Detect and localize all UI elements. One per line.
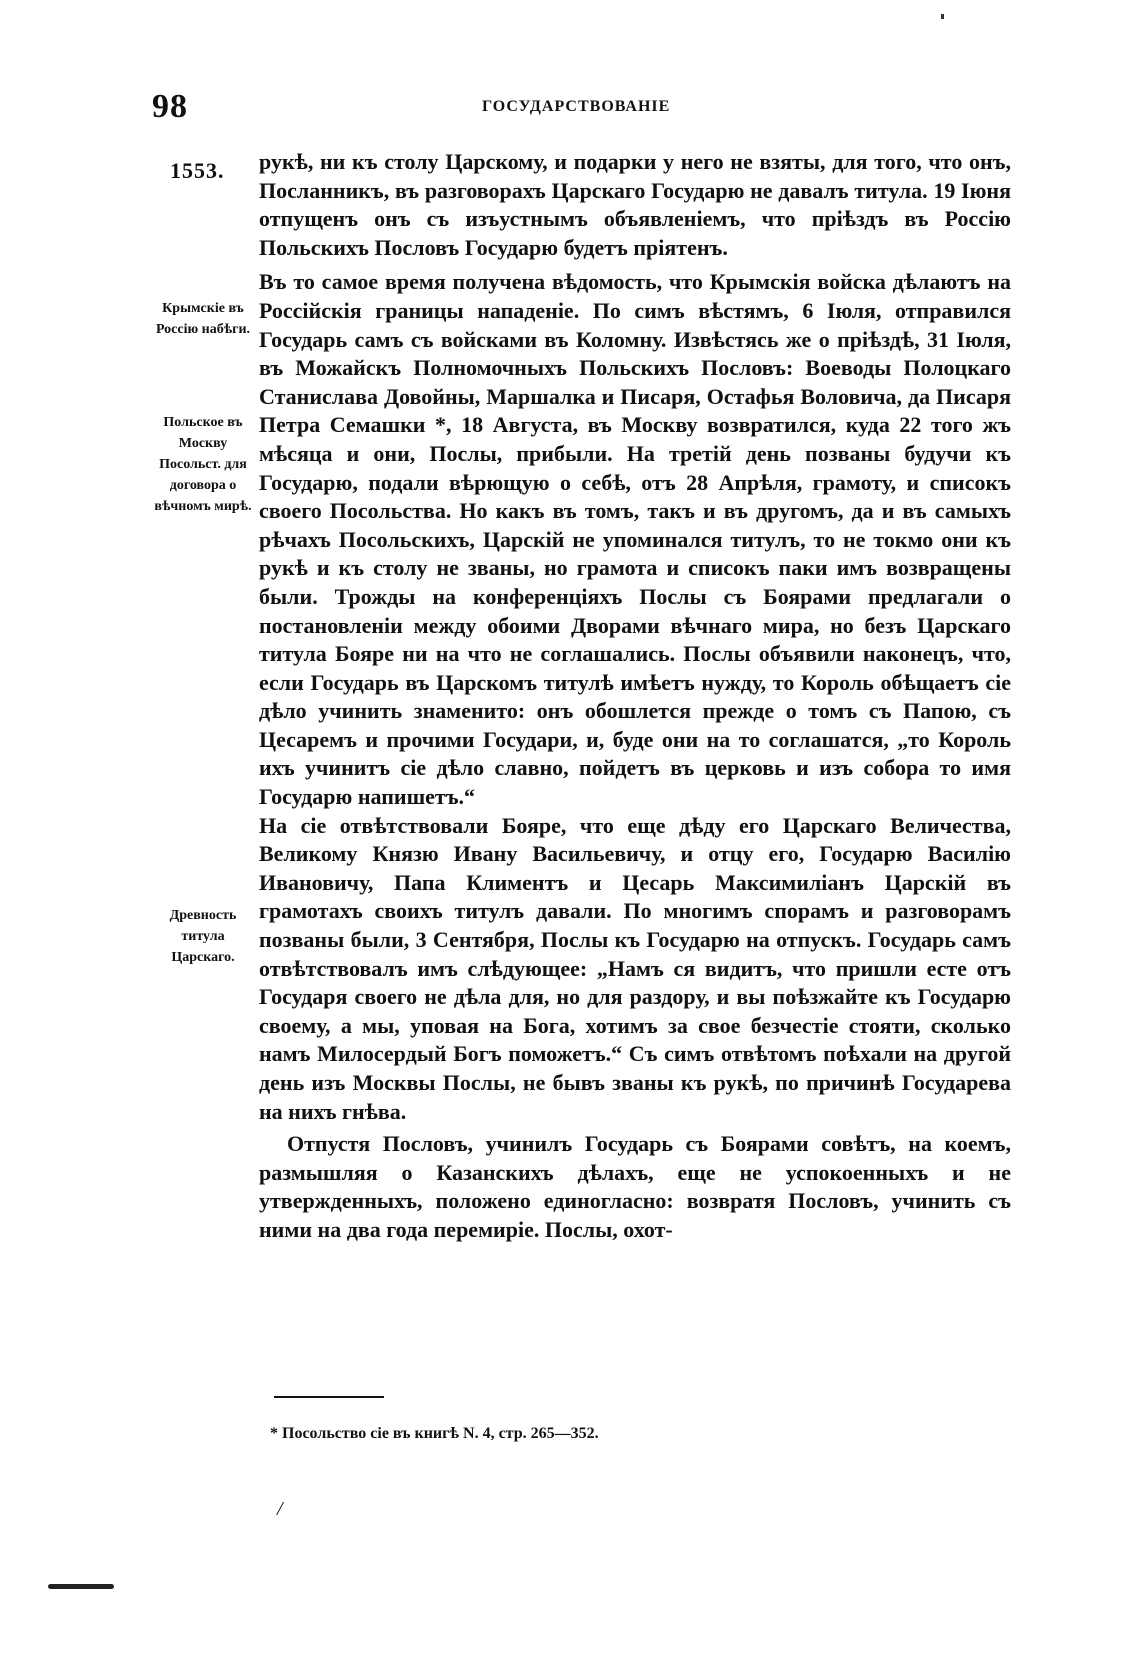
edge-smudge (48, 1584, 114, 1589)
paragraph-3: На сіе отвѣтствовали Бояре, что еще дѣду его Царскаго Величества, Великому Князю Ивану Васильевичу, и отцу его, Государю Василію Ивановичу, Папа Климентъ и Цесарь Максимиліанъ Царскій въ грамотахъ своихъ титулъ давали. По многимъ спорамъ и разговорамъ позваны были, 3 Сентября, Послы къ Государю на отпускъ. Государь самъ отвѣтствовалъ имъ слѣдующее: „Намъ ся видитъ, что пришли есте отъ Государя своего не дѣла для, но для раздору, и вы поѣзжайте къ Государю своему, а мы, уповая на Бога, хотимъ за свое безчестіе стояти, сколько намъ Милосердый Богъ поможетъ.“ Съ симъ отвѣтомъ поѣхали на другой день изъ Москвы Послы, не бывъ званы къ рукѣ, по причинѣ Государева на нихъ гнѣва. (259, 812, 1011, 1124)
page-number: 98 (152, 88, 188, 125)
page-speck (941, 14, 944, 19)
margin-note-crimean-raids: Крымскіе въ Россію набѣги. (155, 301, 251, 337)
footnote-rule (274, 1396, 384, 1398)
main-text (259, 148, 1011, 1245)
running-head: ГОСУДАРСТВОВАНІЕ (482, 98, 671, 115)
paragraph-4: Отпустя Пословъ, учинилъ Государь съ Боярами совѣтъ, на коемъ, размышляя о Казанскихъ дѣлахъ, еще не успокоенныхъ и не утвержденныхъ, положено единогласно: возвратя Пословъ, учинить съ ними на два года перемиріе. Послы, охот- (259, 1131, 1011, 1242)
margin-note-tsar-title: Древность титула Царскаго. (169, 908, 237, 965)
year-marginal: 1553. (170, 158, 225, 183)
stray-mark: / (277, 1498, 283, 1520)
margin-note-polish-embassy: Польское въ Москву Посольст. для договора о вѣчномъ мирѣ. (154, 415, 252, 514)
footnote: * Посольство сіе въ книгѣ N. 4, стр. 265—352. (270, 1425, 599, 1442)
paragraph-1: рукѣ, ни къ столу Царскому, и подарки у него не взяты, для того, что онъ, Посланникъ, въ разговорахъ Царскаго Государю не давалъ титула. 19 Іюня отпущенъ онъ съ изъустнымъ объявленіемъ, что пріѣздъ въ Россію Польскихъ Пословъ Государю будетъ пріятенъ. (259, 149, 1011, 260)
paragraph-2: Въ то самое время получена вѣдомость, что Крымскія войска дѣлаютъ на Россійскія границы нападеніе. По симъ вѣстямъ, 6 Іюля, отправился Государь самъ съ войсками въ Коломну. Извѣстясь же о пріѣздѣ, 31 Іюля, въ Можайскъ Полномочныхъ Польскихъ Пословъ: Воеводы Полоцкаго Станислава Довойны, Маршалка и Писаря, Остафья Воловича, да Писаря Петра Семашки *, 18 Августа, въ Москву возвратился, куда 22 того жъ мѣсяца и они, Послы, прибыли. На третій день позваны будучи къ Государю, подали вѣрющую о себѣ, отъ 28 Апрѣля, грамоту, и списокъ своего Посольства. Но какъ въ томъ, такъ и въ другомъ, да и въ самыхъ рѣчахъ Посольскихъ, Царскій не упоминался титулъ, то не токмо они къ рукѣ и къ столу не званы, но грамота и списокъ паки имъ возвращены были. Трожды на конференціяхъ Послы съ Боярами предлагали о постановленіи между обоими Дворами вѣчнаго мира, но безъ Царскаго титула Бояре ни на что не соглашались. Послы объявили наконецъ, что, если Государь въ Царскомъ титулѣ имѣетъ нужду, то Король обѣщаетъ сіе дѣло учинить знаменито: онъ обошлется прежде о томъ съ Папою, съ Цесаремъ и прочими Государи, и, буде они на то соглашатся, „то Король ихъ учинитъ сіе дѣло славно, пойдетъ въ церковь и изъ собора то имя Государю напишетъ.“ (259, 269, 1011, 810)
